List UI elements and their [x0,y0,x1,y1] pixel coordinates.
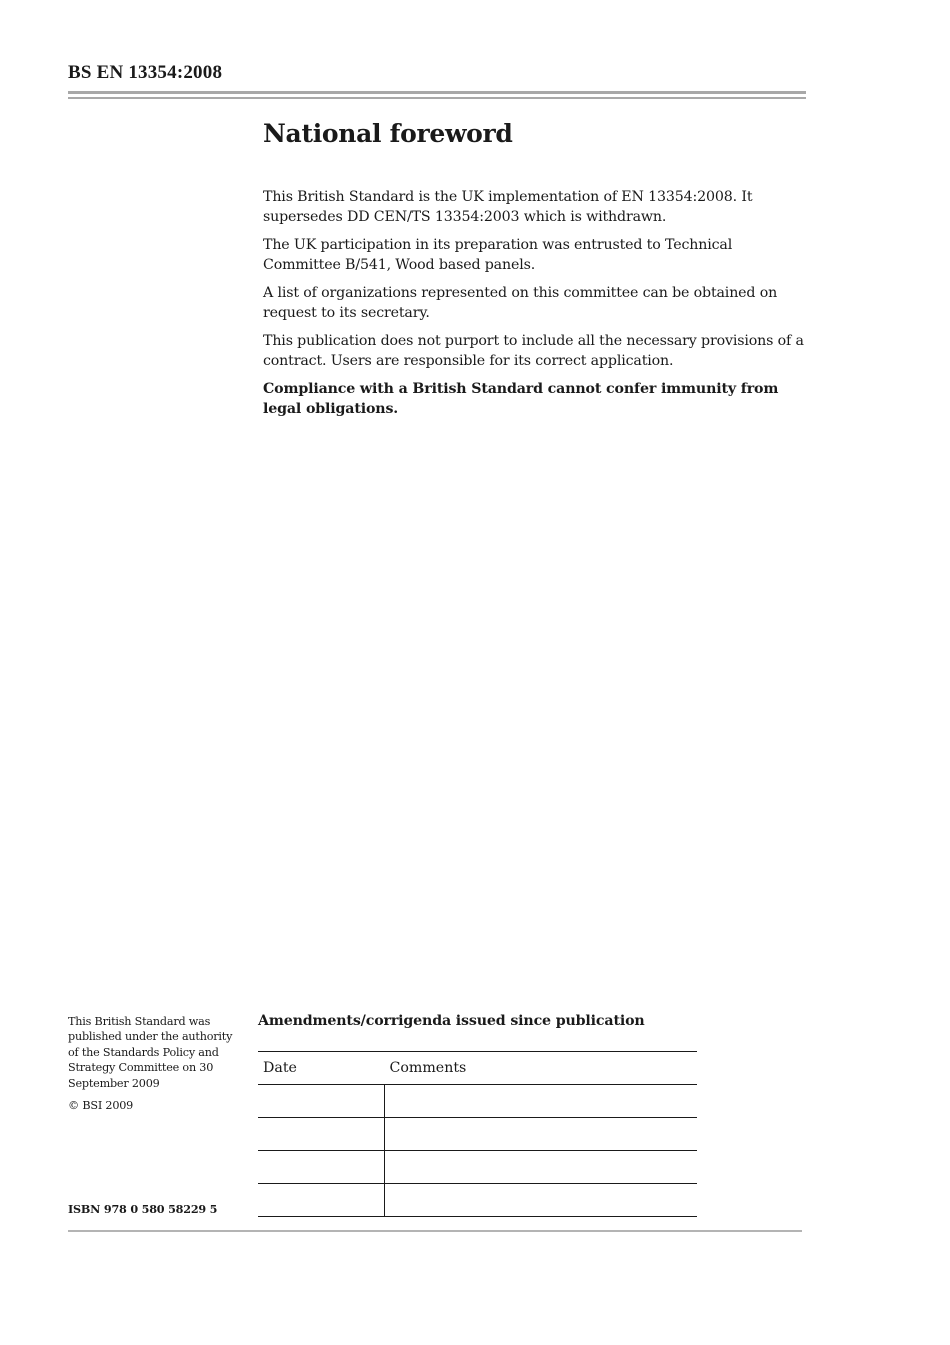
comments-cell [385,1151,698,1184]
amendments-table [258,1051,697,1217]
comments-cell [385,1184,698,1217]
column-header-comments: Comments [385,1052,698,1085]
isbn-number: ISBN 978 0 580 58229 5 [68,1202,218,1216]
page-title: National foreword [263,119,513,148]
date-cell [258,1151,385,1184]
column-header-date: Date [258,1052,385,1085]
foreword-body [263,188,808,428]
foreword-paragraph: This publication does not purport to include all the necessary provisions of a contract. Users are responsible for its correct application. [263,333,804,369]
table-row [258,1184,697,1217]
footer-divider [68,1230,802,1232]
table-row [258,1151,697,1184]
header-divider-thin [68,97,806,99]
amendments-header-row [258,1052,697,1085]
publication-sidebar [68,1014,243,1120]
amendments-title: Amendments/corrigenda issued since publication [258,1013,645,1029]
table-row [258,1085,697,1118]
foreword-paragraph: This British Standard is the UK implementation of EN 13354:2008. It supersedes DD CEN/TS 13354:2003 which is withdrawn. [263,189,753,225]
table-row [258,1118,697,1151]
date-cell [258,1085,385,1118]
publication-note: This British Standard was published under the authority of the Standards Policy and Strategy Committee on 30 September 2009 [68,1015,233,1090]
foreword-paragraph: A list of organizations represented on this committee can be obtained on request to its secretary. [263,285,778,321]
comments-cell [385,1118,698,1151]
document-code: BS EN 13354:2008 [68,62,223,83]
header-divider-thick [68,91,806,94]
legal-notice: Compliance with a British Standard cannot confer immunity from legal obligations. [263,381,779,417]
date-cell [258,1184,385,1217]
date-cell [258,1118,385,1151]
foreword-paragraph: The UK participation in its preparation was entrusted to Technical Committee B/541, Wood based panels. [263,237,733,273]
comments-cell [385,1085,698,1118]
copyright-notice: © BSI 2009 [68,1099,134,1113]
